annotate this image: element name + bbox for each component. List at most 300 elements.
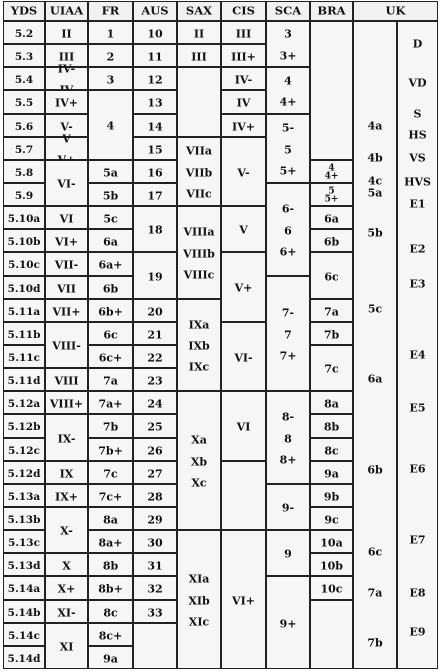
- header-fr-label: FR: [101, 3, 120, 18]
- uiaa-grade-label: X: [62, 559, 71, 572]
- aus-grade-label: 19: [147, 270, 163, 283]
- yds-grade-cell: [3, 67, 45, 90]
- fr-grade-label: 7c: [103, 467, 118, 480]
- header-uiaa-label: UIAA: [49, 3, 84, 18]
- yds-grade-cell: [3, 206, 45, 229]
- sca-grade-label: 9+: [279, 617, 297, 630]
- fr-grade-cell: [88, 160, 133, 183]
- cis-grade-label: V: [239, 223, 248, 237]
- uk-technical-grade-label: 7a: [367, 586, 383, 600]
- fr-grade-label: 3: [106, 73, 115, 86]
- fr-grade-label: 7c+: [98, 490, 123, 503]
- fr-grade-label: 1: [106, 27, 115, 40]
- aus-grade-cell: [133, 600, 177, 623]
- uk-technical-column: [353, 21, 397, 669]
- yds-grade-label: 5.10a: [7, 212, 41, 225]
- yds-grade-label: 5.11d: [7, 374, 41, 387]
- bra-grade-label: 6c: [324, 270, 339, 283]
- bra-grade-label: 6b: [323, 235, 340, 248]
- aus-grade-cell: [133, 44, 177, 67]
- yds-grade-label: 5.14d: [7, 652, 41, 665]
- sax-grade-label: IXa: [188, 318, 210, 332]
- yds-grade-label: 5.5: [14, 96, 34, 109]
- header-yds: [3, 1, 45, 21]
- cis-grade-label: IV: [236, 96, 251, 110]
- sca-grade-label: 3: [284, 27, 292, 41]
- yds-grade-cell: [3, 252, 45, 276]
- uiaa-grade-label: VII: [57, 282, 76, 295]
- uiaa-grade-label: VI-: [57, 177, 76, 191]
- cis-grade-label: V-: [237, 166, 250, 179]
- uk-adjectival-grade-label: E8: [409, 586, 426, 600]
- bra-grade-label: 4: [328, 163, 335, 173]
- fr-grade-label: 6c+: [98, 351, 123, 364]
- yds-grade-label: 5.4: [14, 73, 34, 86]
- aus-grade-cell: [133, 368, 177, 391]
- bra-grade-label: 10b: [320, 559, 343, 572]
- yds-grade-cell: [3, 137, 45, 160]
- sax-grade-cell: [177, 391, 221, 530]
- aus-grade-label: 22: [147, 351, 163, 364]
- sax-grade-label: II: [193, 27, 205, 40]
- cis-grade-cell: [221, 90, 266, 114]
- yds-grade-label: 5.11c: [8, 351, 40, 364]
- cis-grade-cell: [221, 21, 266, 44]
- fr-grade-cell: [88, 345, 133, 368]
- yds-grade-label: 5.7: [14, 143, 34, 156]
- fr-grade-cell: [88, 322, 133, 345]
- sax-grade-cell: [177, 44, 221, 67]
- uk-adjectival-grade-label: HVS: [404, 175, 431, 189]
- uiaa-grade-label: VIII+: [49, 397, 84, 410]
- yds-grade-cell: [3, 368, 45, 391]
- uiaa-grade-cell: [45, 206, 88, 229]
- uk-adjectival-grade-label: E9: [409, 625, 426, 639]
- yds-grade-label: 5.11a: [7, 305, 41, 318]
- fr-grade-cell: [88, 414, 133, 438]
- sca-grade-label: 4: [284, 74, 292, 88]
- bra-grade-cell: [310, 461, 353, 484]
- fr-grade-cell: [88, 461, 133, 484]
- sca-grade-label: 4+: [279, 95, 297, 109]
- bra-grade-label: 5: [328, 186, 335, 196]
- fr-grade-label: 9a: [103, 652, 118, 665]
- sca-grade-label: 6-: [281, 202, 295, 216]
- fr-grade-cell: [88, 206, 133, 229]
- fr-grade-cell: [88, 67, 133, 90]
- aus-grade-cell: [133, 67, 177, 90]
- sax-grade-cell: [177, 530, 221, 669]
- fr-grade-cell: [88, 90, 133, 160]
- aus-grade-label: 12: [147, 73, 163, 86]
- cis-grade-label: IV-: [234, 73, 253, 86]
- bra-grade-label: 7a: [324, 305, 339, 318]
- yds-grade-label: 5.11b: [7, 328, 41, 341]
- cis-grade-label: III: [235, 27, 252, 40]
- aus-grade-cell: [133, 438, 177, 461]
- header-yds-label: YDS: [10, 3, 38, 18]
- fr-grade-label: 8a+: [98, 536, 123, 549]
- header-sax: [177, 1, 221, 21]
- fr-grade-cell: [88, 391, 133, 414]
- aus-grade-cell: [133, 299, 177, 322]
- fr-grade-cell: [88, 507, 133, 530]
- sax-grade-label: IXc: [188, 360, 210, 374]
- aus-grade-cell: [133, 183, 177, 206]
- aus-grade-label: 33: [147, 606, 163, 619]
- sax-grade-cell: [177, 21, 221, 44]
- fr-grade-label: 7a: [103, 374, 118, 387]
- fr-grade-label: 7b: [102, 420, 119, 434]
- fr-grade-cell: [88, 276, 133, 299]
- cis-grade-cell: [221, 252, 266, 322]
- sca-grade-label: 5+: [279, 164, 297, 178]
- header-sca-label: SCA: [274, 3, 302, 18]
- aus-grade-label: 18: [147, 223, 163, 237]
- yds-grade-cell: [3, 461, 45, 484]
- yds-grade-cell: [3, 276, 45, 299]
- fr-grade-label: 8a: [103, 513, 118, 526]
- uiaa-grade-label: V: [62, 132, 71, 146]
- sax-grade-label: VIIc: [186, 187, 212, 201]
- fr-grade-cell: [88, 600, 133, 623]
- bra-grade-label: 8c: [324, 444, 339, 457]
- aus-grade-label: 15: [147, 143, 163, 156]
- bra-grade-label: 8a: [324, 397, 339, 410]
- uk-adjectival-grade-label: E6: [409, 462, 426, 476]
- sca-grade-label: 7+: [279, 349, 297, 363]
- uk-technical-grade-label: 6c: [367, 545, 383, 559]
- bra-grade-cell: [310, 21, 353, 160]
- uk-adjectival-grade-label: E7: [409, 533, 426, 547]
- sca-grade-label: 6+: [279, 245, 297, 259]
- uiaa-grade-cell: [45, 90, 88, 114]
- cis-grade-label: V+: [234, 281, 253, 295]
- header-uiaa: [45, 1, 88, 21]
- sax-grade-cell: [177, 206, 221, 299]
- cis-grade-label: VI+: [232, 594, 255, 607]
- yds-grade-cell: [3, 21, 45, 44]
- sca-grade-label: 7-: [281, 306, 295, 320]
- bra-grade-cell: [310, 530, 353, 553]
- aus-grade-cell: [133, 206, 177, 252]
- uiaa-grade-label: IX-: [57, 432, 76, 445]
- sca-grade-cell: [266, 391, 310, 484]
- header-fr: [88, 1, 133, 21]
- bra-grade-cell: [310, 183, 353, 206]
- uiaa-grade-cell: [45, 623, 88, 669]
- yds-grade-label: 5.10d: [7, 282, 41, 295]
- aus-grade-cell: [133, 160, 177, 183]
- uk-adjectival-grade-label: E2: [409, 242, 426, 256]
- uiaa-grade-cell: [45, 414, 88, 461]
- yds-grade-cell: [3, 229, 45, 252]
- uiaa-grade-cell: [45, 252, 88, 276]
- aus-grade-cell: [133, 391, 177, 414]
- sax-grade-label: XIc: [188, 615, 210, 629]
- yds-grade-cell: [3, 507, 45, 530]
- fr-grade-label: 6b+: [98, 305, 123, 318]
- yds-grade-cell: [3, 576, 45, 600]
- uk-adjectival-grade-label: S: [413, 107, 422, 121]
- aus-grade-label: 14: [147, 120, 163, 133]
- bra-grade-label: 4+: [324, 171, 339, 181]
- aus-grade-cell: [133, 322, 177, 345]
- uiaa-grade-label: VI: [59, 212, 74, 225]
- uiaa-grade-label: VIII: [54, 374, 79, 387]
- bra-grade-cell: [310, 438, 353, 461]
- bra-grade-cell: [310, 507, 353, 530]
- uiaa-grade-cell: [45, 368, 88, 391]
- yds-grade-cell: [3, 391, 45, 414]
- fr-grade-cell: [88, 44, 133, 67]
- aus-grade-cell: [133, 90, 177, 114]
- aus-grade-cell: [133, 21, 177, 44]
- yds-grade-label: 5.13a: [7, 490, 41, 503]
- uiaa-grade-label: II: [61, 27, 72, 40]
- fr-grade-label: 5a: [103, 166, 118, 179]
- cis-grade-label: VI: [236, 420, 251, 434]
- aus-grade-cell: [133, 414, 177, 438]
- fr-grade-cell: [88, 438, 133, 461]
- sca-grade-cell: [266, 183, 310, 276]
- bra-grade-cell: [310, 206, 353, 229]
- sca-grade-label: 9-: [281, 501, 295, 515]
- aus-grade-cell: [133, 507, 177, 530]
- header-bra-label: BRA: [317, 3, 346, 18]
- bra-grade-label: 9c: [324, 513, 339, 526]
- fr-grade-cell: [88, 299, 133, 322]
- yds-grade-cell: [3, 90, 45, 114]
- aus-grade-label: 13: [147, 96, 163, 110]
- uiaa-grade-label: IV+: [55, 96, 78, 110]
- aus-grade-label: 25: [147, 420, 163, 434]
- uiaa-grade-label: VII-: [54, 258, 79, 272]
- bra-grade-label: 5+: [324, 194, 339, 204]
- fr-grade-label: 2: [106, 50, 115, 63]
- yds-grade-label: 5.9: [14, 189, 34, 202]
- uk-technical-grade-label: 5c: [367, 302, 383, 316]
- header-aus: [133, 1, 177, 21]
- uiaa-grade-label: IV-: [57, 62, 76, 76]
- sca-grade-label: 5: [284, 143, 292, 156]
- yds-grade-cell: [3, 414, 45, 438]
- sca-grade-label: 3+: [279, 49, 297, 63]
- uk-adjectival-grade-label: HS: [408, 128, 427, 142]
- yds-grade-cell: [3, 600, 45, 623]
- sax-grade-label: XIb: [188, 594, 210, 607]
- sca-grade-label: 7: [284, 328, 292, 341]
- aus-grade-label: 21: [147, 328, 163, 341]
- bra-grade-cell: [310, 553, 353, 576]
- yds-grade-label: 5.2: [14, 27, 34, 40]
- yds-grade-label: 5.12b: [7, 420, 41, 433]
- uiaa-grade-label: XI: [59, 640, 74, 654]
- yds-grade-cell: [3, 553, 45, 576]
- aus-grade-cell: [133, 461, 177, 484]
- sca-grade-label: 8: [284, 432, 292, 445]
- sca-grade-label: 8-: [281, 410, 295, 424]
- bra-grade-label: 9b: [323, 490, 340, 503]
- uiaa-grade-cell: [45, 21, 88, 44]
- fr-grade-label: 6a: [103, 235, 118, 248]
- sca-grade-label: 9: [284, 547, 292, 561]
- uiaa-grade-label: III: [58, 50, 75, 63]
- sca-grade-cell: [266, 484, 310, 530]
- yds-grade-label: 5.12c: [8, 444, 40, 457]
- uk-technical-grade-label: 5b: [367, 226, 383, 240]
- uiaa-grade-cell: [45, 484, 88, 507]
- yds-grade-label: 5.13d: [7, 559, 41, 572]
- aus-grade-cell: [133, 623, 177, 669]
- sca-grade-label: 5-: [281, 121, 295, 135]
- bra-grade-label: 8b: [323, 420, 340, 434]
- fr-grade-cell: [88, 229, 133, 252]
- aus-grade-label: 26: [147, 444, 163, 457]
- bra-grade-cell: [310, 345, 353, 391]
- sca-grade-cell: [266, 21, 310, 67]
- uiaa-grade-cell: [45, 322, 88, 368]
- aus-grade-label: 16: [147, 166, 163, 179]
- header-cis: [221, 1, 266, 21]
- uiaa-grade-label: VII+: [52, 305, 81, 318]
- aus-grade-cell: [133, 553, 177, 576]
- uk-adjectival-grade-label: E4: [409, 348, 426, 362]
- cis-grade-label: VI-: [234, 351, 253, 364]
- uiaa-grade-label: X-: [60, 524, 73, 538]
- sca-grade-cell: [266, 530, 310, 576]
- yds-grade-cell: [3, 114, 45, 137]
- uiaa-grade-cell: [45, 299, 88, 322]
- aus-grade-cell: [133, 484, 177, 507]
- fr-grade-cell: [88, 484, 133, 507]
- bra-grade-label: 10c: [320, 582, 343, 596]
- uiaa-grade-label: XI-: [57, 606, 76, 619]
- aus-grade-label: 32: [147, 582, 163, 596]
- sca-grade-cell: [266, 576, 310, 669]
- uk-technical-grade-label: 5a: [367, 186, 383, 200]
- fr-grade-label: 6c: [103, 328, 118, 341]
- uiaa-grade-label: IX: [59, 467, 74, 480]
- yds-grade-cell: [3, 299, 45, 322]
- fr-grade-cell: [88, 530, 133, 553]
- fr-grade-label: 7a+: [98, 397, 123, 410]
- header-uk-label: UK: [385, 3, 406, 18]
- sax-grade-cell: [177, 299, 221, 391]
- uk-adjectival-grade-label: E1: [409, 197, 426, 211]
- uk-adjectival-grade-label: VD: [408, 76, 427, 90]
- yds-grade-label: 5.10b: [7, 235, 41, 248]
- yds-grade-label: 5.13b: [7, 513, 41, 526]
- sca-grade-label: 8+: [279, 453, 297, 467]
- cis-grade-cell: [221, 461, 266, 530]
- sax-grade-label: III: [191, 50, 207, 63]
- sca-grade-cell: [266, 114, 310, 183]
- bra-grade-cell: [310, 576, 353, 600]
- fr-grade-label: 8b+: [98, 582, 123, 596]
- sax-grade-label: VIIa: [186, 144, 212, 158]
- sax-grade-label: VIIIb: [183, 247, 215, 260]
- uiaa-grade-label: VIII-: [52, 339, 81, 353]
- yds-grade-label: 5.10c: [8, 258, 40, 271]
- fr-grade-label: 6a+: [98, 258, 123, 272]
- header-sca: [266, 1, 310, 21]
- uiaa-grade-cell: [45, 62, 88, 90]
- sax-grade-label: IXb: [188, 339, 210, 353]
- aus-grade-label: 17: [147, 189, 163, 202]
- sax-grade-label: Xa: [191, 433, 207, 447]
- bra-grade-cell: [310, 391, 353, 414]
- uiaa-grade-label: V-: [60, 120, 73, 133]
- cis-grade-cell: [221, 391, 266, 461]
- bra-grade-cell: [310, 484, 353, 507]
- uiaa-grade-cell: [45, 576, 88, 600]
- yds-grade-label: 5.14b: [7, 606, 41, 619]
- fr-grade-cell: [88, 368, 133, 391]
- uiaa-grade-label: X+: [57, 582, 76, 596]
- bra-grade-cell: [310, 160, 353, 183]
- sax-grade-label: VIIIa: [183, 225, 215, 239]
- uiaa-grade-cell: [45, 276, 88, 299]
- sax-grade-cell: [177, 67, 221, 137]
- uiaa-grade-cell: [45, 160, 88, 206]
- sax-grade-label: Xb: [190, 455, 208, 468]
- yds-grade-cell: [3, 345, 45, 368]
- fr-grade-cell: [88, 252, 133, 276]
- sca-grade-label: 6: [284, 224, 292, 237]
- aus-grade-label: 24: [147, 397, 163, 410]
- yds-grade-cell: [3, 438, 45, 461]
- fr-grade-cell: [88, 183, 133, 206]
- yds-grade-cell: [3, 160, 45, 183]
- yds-grade-label: 5.12a: [7, 397, 41, 410]
- aus-grade-cell: [133, 576, 177, 600]
- fr-grade-label: 8c+: [98, 629, 123, 642]
- bra-grade-label: 7c: [324, 362, 339, 376]
- uiaa-grade-label: IX+: [55, 490, 78, 503]
- cis-grade-label: IV+: [232, 120, 255, 133]
- bra-grade-label: 7b: [323, 328, 340, 341]
- yds-grade-label: 5.8: [14, 166, 34, 179]
- uiaa-grade-cell: [45, 600, 88, 623]
- uiaa-grade-cell: [45, 461, 88, 484]
- aus-grade-label: 31: [147, 559, 163, 572]
- cis-grade-cell: [221, 44, 266, 67]
- aus-grade-cell: [133, 530, 177, 553]
- yds-grade-cell: [3, 322, 45, 345]
- fr-grade-label: 6b: [102, 282, 119, 295]
- aus-grade-label: 29: [147, 513, 163, 526]
- uiaa-grade-cell: [45, 229, 88, 252]
- bra-grade-cell: [310, 229, 353, 252]
- uk-adjectival-grade-label: VS: [409, 151, 426, 165]
- yds-grade-cell: [3, 44, 45, 67]
- bra-grade-cell: [310, 322, 353, 345]
- uk-technical-grade-label: 4b: [367, 151, 383, 165]
- header-sax-label: SAX: [185, 3, 213, 18]
- uk-technical-grade-label: 4c: [367, 174, 383, 188]
- yds-grade-cell: [3, 530, 45, 553]
- sax-grade-label: Xc: [191, 476, 207, 490]
- yds-grade-label: 5.3: [14, 50, 34, 63]
- cis-grade-cell: [221, 322, 266, 391]
- aus-grade-label: 10: [147, 27, 163, 40]
- sca-grade-cell: [266, 276, 310, 391]
- aus-grade-label: 28: [147, 490, 163, 503]
- yds-grade-label: 5.13c: [8, 536, 40, 549]
- cis-grade-cell: [221, 137, 266, 206]
- fr-grade-cell: [88, 553, 133, 576]
